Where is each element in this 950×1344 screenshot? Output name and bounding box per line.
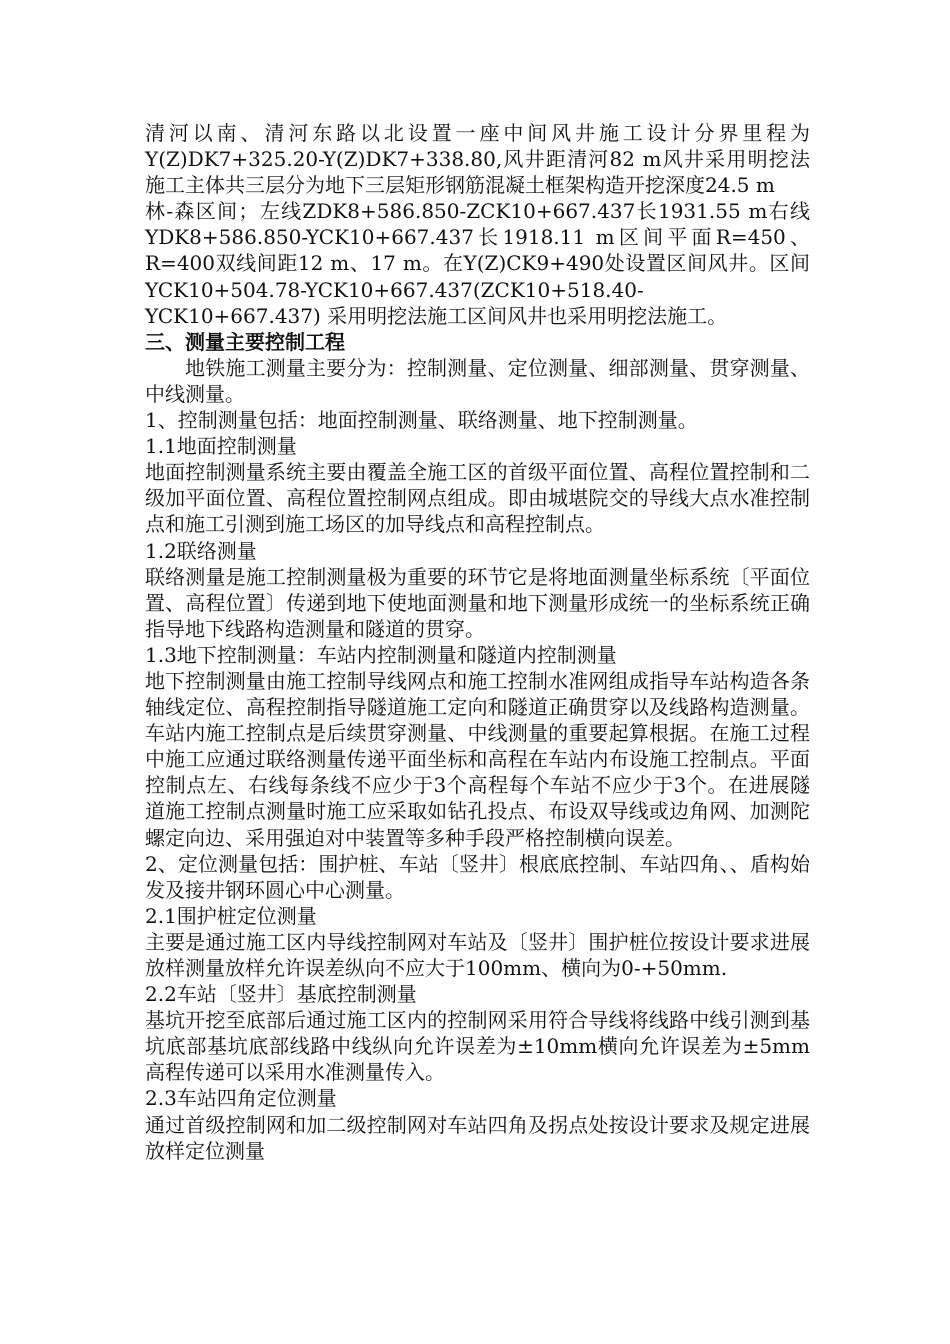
paragraph-underground-control: 地下控制测量由施工控制导线网点和施工控制水准网组成指导车站构造各条轴线定位、高程控制指导隧道施工定向和隧道正确贯穿以及线路构造测量。车站内施工控制点是后续贯穿测量、中线测量的重要起算根据。在施工过程中施工应通过联络测量传递平面坐标和高程在车站内布设施工控制点。平面控制点左、右线每条线不应少于3个高程每个车站不应少于3个。在进展隧道施工控制点测量时施工应采取如钻孔投点、布设双导线或边角网、加测陀螺定向边、采用强迫对中装置等多种手段严格控制横向误差。 <box>145 668 810 850</box>
paragraph-ground-control: 地面控制测量系统主要由覆盖全施工区的首级平面位置、高程位置控制和二级加平面位置、高程位置控制网点组成。即由城堪院交的导线大点水准控制点和施工引测到施工场区的加导线点和高程控制点。 <box>145 460 810 537</box>
paragraph-ventilation-shaft: 清河以南、清河东路以北设置一座中间风井施工设计分界里程为Y(Z)DK7+325.20-Y(Z)DK7+338.80,风井距清河82 m风井采用明挖法施工主体共三层分为地下三层矩形钢筋混凝土框架构造开挖深度24.5 m <box>145 121 810 198</box>
subheading-control-survey: 1、控制测量包括：地面控制测量、联络测量、地下控制测量。 <box>145 408 698 433</box>
paragraph-corner-positioning: 通过首级控制网和加二级控制网对车站四角及拐点处按设计要求及规定进展放样定位测量 <box>145 1112 810 1163</box>
paragraph-connection-survey: 联络测量是施工控制测量极为重要的环节它是将地面测量坐标系统〔平面位置、高程位置〕传递到地下使地面测量和地下测量形成统一的坐标系统正确指导地下线路构造测量和隧道的贯穿。 <box>145 564 810 641</box>
section-heading: 三、测量主要控制工程 <box>145 329 345 354</box>
subheading-2-3: 2.3车站四角定位测量 <box>145 1086 337 1111</box>
document-body <box>145 120 810 1164</box>
subheading-1-2: 1.2联络测量 <box>145 538 257 563</box>
subheading-positioning-survey: 2、定位测量包括：围护桩、车站〔竖井〕根底底控制、车站四角、、盾构始发及接井钢环圆心中心测量。 <box>145 851 810 902</box>
subheading-2-2: 2.2车站〔竖井〕基底控制测量 <box>145 982 417 1007</box>
subheading-2-1: 2.1围护桩定位测量 <box>145 903 317 928</box>
paragraph-section-lin-sen: 林-森区间；左线ZDK8+586.850-ZCK10+667.437长1931.55 m右线YDK8+586.850-YCK10+667.437长1918.11 m区间平面R=450、R=400双线间距12 m、17 m。在Y(Z)CK9+490处设置区间风井。区间YCK10+504.78-YCK10+667.437(ZCK10+518.40-YCK10+667.437) 采用明挖法施工区间风井也采用明挖法施工。 <box>145 199 810 328</box>
subheading-1-3: 1.3地下控制测量：车站内控制测量和隧道内控制测量 <box>145 642 617 667</box>
paragraph-pile-positioning: 主要是通过施工区内导线控制网对车站及〔竖井〕围护桩位按设计要求进展放样测量放样允许误差纵向不应大于100mm、横向为0-+50mm. <box>145 929 810 980</box>
subheading-1-1: 1.1地面控制测量 <box>145 434 297 459</box>
paragraph-intro: 地铁施工测量主要分为：控制测量、定位测量、细部测量、贯穿测量、中线测量。 <box>145 355 810 406</box>
paragraph-base-control: 基坑开挖至底部后通过施工区内的控制网采用符合导线将线路中线引测到基坑底部基坑底部线路中线纵向允许误差为±10mm横向允许误差为±5mm高程传递可以采用水准测量传入。 <box>145 1008 810 1085</box>
